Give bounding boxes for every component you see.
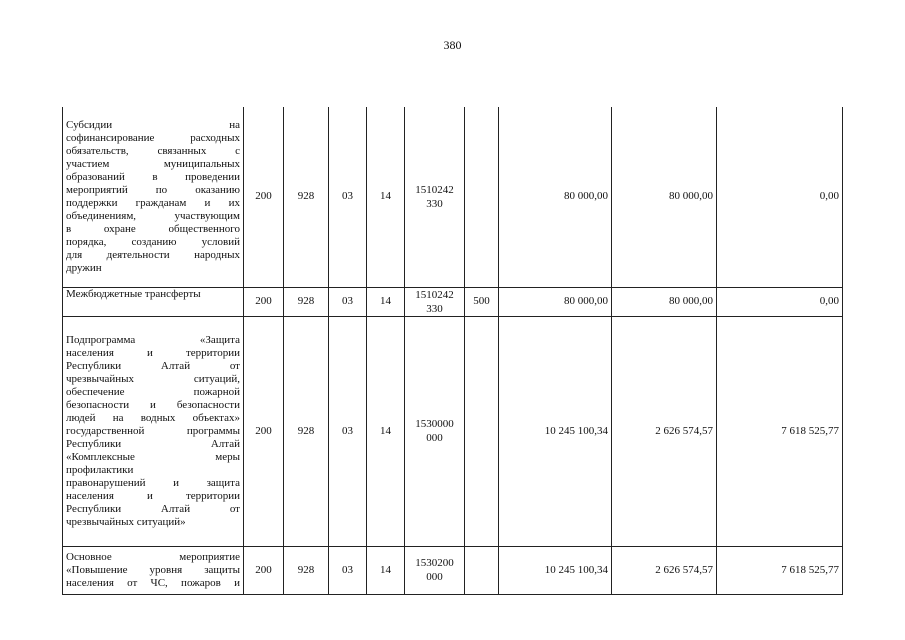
row-name-line: поддержки гражданам и их (66, 196, 240, 209)
target-article-line: 1530000 (415, 418, 454, 430)
section-code-cell: 03 (329, 287, 367, 316)
row-name-line: Подпрограмма «Защита (66, 333, 240, 346)
subsection-code-cell: 14 (367, 107, 405, 287)
ved-code-cell: 200 (244, 287, 284, 316)
row-name-cell (63, 107, 244, 287)
section-code-cell: 03 (329, 107, 367, 287)
row-name-cell (63, 287, 244, 316)
row-name-line: обеспечение пожарной (66, 385, 240, 398)
target-article-line: 1530200 (415, 557, 454, 569)
amount-regional-cell: 7 618 525,77 (717, 316, 843, 546)
row-name-line: чрезвычайных ситуаций» (66, 515, 186, 528)
row-name-line: в охране общественного (66, 222, 240, 235)
row-name-line: «Повышение уровня защиты (66, 563, 240, 576)
target-article-line: 1510242 (415, 288, 454, 301)
amount-total-cell: 10 245 100,34 (499, 546, 612, 594)
amount-total-cell: 80 000,00 (499, 287, 612, 316)
amount-federal-cell: 2 626 574,57 (612, 316, 717, 546)
row-name-line: Республики Алтай от (66, 502, 240, 515)
amount-regional-cell: 0,00 (717, 287, 843, 316)
page-number: 380 (443, 38, 462, 52)
row-name-line: чрезвычайных ситуаций, (66, 372, 240, 385)
ved-code-cell: 200 (244, 546, 284, 594)
row-name-line: населения от ЧС, пожаров и (66, 576, 240, 589)
target-article-cell (405, 316, 465, 546)
expense-type-cell (465, 316, 499, 546)
amount-total-cell: 10 245 100,34 (499, 316, 612, 546)
row-name-cell (63, 316, 244, 546)
expense-type-cell (465, 546, 499, 594)
row-name-line: порядка, созданию условий (66, 235, 240, 248)
row-name-line: Субсидии на (66, 118, 240, 131)
target-article-line: 000 (426, 571, 443, 583)
budget-table (62, 107, 843, 595)
row-name-line: образований в проведении (66, 170, 240, 183)
row-name-line: Республики Алтай (66, 437, 240, 450)
amount-federal-cell: 80 000,00 (612, 287, 717, 316)
row-name-line: людей на водных объектах» (66, 411, 240, 424)
subsection-code-cell: 14 (367, 316, 405, 546)
row-name-line: Межбюджетные трансферты (66, 287, 201, 300)
row-name-cell (63, 546, 244, 594)
target-article-cell (405, 107, 465, 287)
table-row (63, 546, 843, 594)
amount-total-cell: 80 000,00 (499, 107, 612, 287)
gr-code-cell: 928 (284, 107, 329, 287)
row-name-line: дружин (66, 261, 102, 274)
ved-code-cell: 200 (244, 316, 284, 546)
amount-federal-cell: 2 626 574,57 (612, 546, 717, 594)
ved-code-cell: 200 (244, 107, 284, 287)
amount-regional-cell: 0,00 (717, 107, 843, 287)
row-name-line: для деятельности народных (66, 248, 240, 261)
target-article-line: 000 (426, 432, 443, 444)
row-name-line: обязательств, связанных с (66, 144, 240, 157)
row-name-line: населения и территории (66, 489, 240, 502)
target-article-line: 330 (426, 197, 443, 210)
expense-type-cell (465, 107, 499, 287)
row-name-line: участием муниципальных (66, 157, 240, 170)
row-name-line: Основное мероприятие (66, 550, 240, 563)
row-name-line: государственной программы (66, 424, 240, 437)
subsection-code-cell: 14 (367, 546, 405, 594)
row-name-line: Республики Алтай от (66, 359, 240, 372)
section-code-cell: 03 (329, 546, 367, 594)
row-name-line: правонарушений и защита (66, 476, 240, 489)
row-name-line: населения и территории (66, 346, 240, 359)
subsection-code-cell: 14 (367, 287, 405, 316)
gr-code-cell: 928 (284, 546, 329, 594)
gr-code-cell: 928 (284, 287, 329, 316)
row-name-line: профилактики (66, 463, 134, 476)
expense-type-cell: 500 (465, 287, 499, 316)
section-code-cell: 03 (329, 316, 367, 546)
amount-regional-cell: 7 618 525,77 (717, 546, 843, 594)
target-article-line: 1510242 (415, 183, 454, 196)
row-name-line: объединениям, участвующим (66, 209, 240, 222)
target-article-cell (405, 546, 465, 594)
row-name-line: «Комплексные меры (66, 450, 240, 463)
row-name-line: безопасности и безопасности (66, 398, 240, 411)
row-name-line: софинансирование расходных (66, 131, 240, 144)
table-row (63, 316, 843, 546)
amount-federal-cell: 80 000,00 (612, 107, 717, 287)
target-article-cell (405, 287, 465, 316)
table-row (63, 287, 843, 316)
table-row (63, 107, 843, 287)
row-name-line: мероприятий по оказанию (66, 183, 240, 196)
target-article-line: 330 (426, 302, 443, 315)
gr-code-cell: 928 (284, 316, 329, 546)
